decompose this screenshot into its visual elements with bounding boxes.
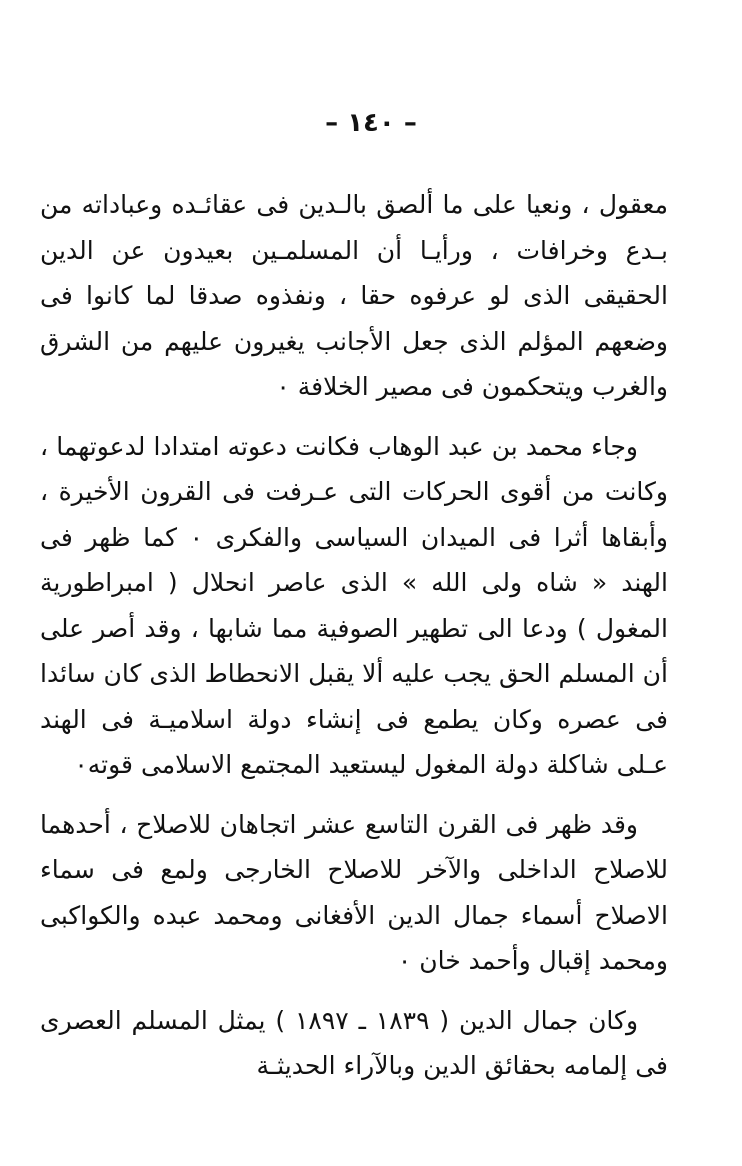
paragraph-2: وجاء محمد بن عبد الوهاب فكانت دعوته امتدادا لدعوتهما ، وكانت من أقوى الحركات التى عـرفت فى القرون الأخيرة ، وأبقاها أثرا فى الميدان السياسى والفكرى ٠ كما ظهر فى الهند « شاه ولى الله » الذى عاصر انحلال ( امبراطورية المغول ) ودعا الى تطهير الصوفية مما شابها ، وقد أصر على أن المسلم الحق يجب عليه ألا يقبل الانحطاط الذى كان سائدا فى عصره وكان يطمع فى إنشاء دولة اسلاميـة فى الهند عـلى شاكلة دولة المغول ليستعيد المجتمع الاسلامى قوته٠ [40,431,668,779]
page-number: – ١٤٠ – [325,108,417,138]
body-text [40,182,668,1089]
paragraph-4: وكان جمال الدين ( ١٨٣٩ ـ ١٨٩٧ ) يمثل المسلم العصرى فى إلمامه بحقائق الدين وبالآراء الحديثـة [40,1005,668,1080]
paragraph-1: معقول ، ونعيا على ما ألصق بالـدين فى عقائـده وعباداته من بـدع وخرافات ، ورأيـا أن المسلمـين بعيدون عن الدين الحقيقى الذى لو عرفوه حقا ، ونفذوه صدقا لما كانوا فى وضعهم المؤلم الذى جعل الأجانب يغيرون عليهم من الشرق والغرب ويتحكمون فى مصير الخلافة ٠ [40,190,668,401]
paragraph-3: وقد ظهر فى القرن التاسع عشر اتجاهان للاصلاح ، أحدهما للاصلاح الداخلى والآخر للاصلاح الخارجى ولمع فى سماء الاصلاح أسماء جمال الدين الأفغانى ومحمد عبده والكواكبى ومحمد إقبال وأحمد خان ٠ [40,809,668,975]
